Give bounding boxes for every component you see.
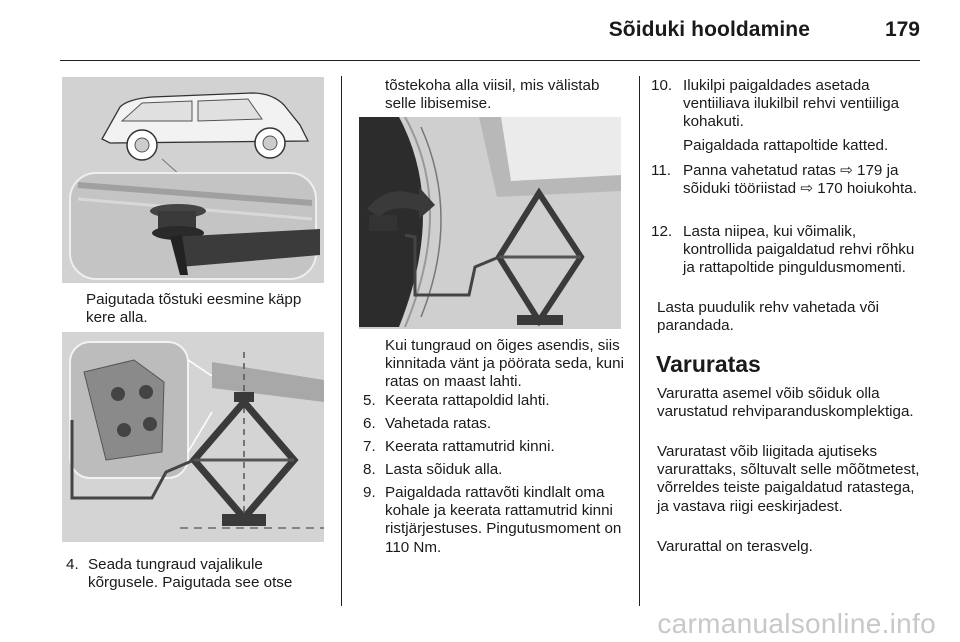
step-text: Ilukilpi paigaldades asetada ventiiliava ilukilbil rehvi ventiiliga kohakuti.: [683, 77, 900, 131]
watermark: carmanualsonline.info: [657, 608, 936, 639]
column-divider: [639, 76, 640, 606]
step-5: [363, 392, 633, 410]
step-8: [363, 461, 633, 479]
figure-caption: Kui tungraud on õiges asendis, siis kinnitada vänt ja pöörata seda, kuni ratas on maast lahti.: [385, 337, 624, 391]
header-rule: [60, 60, 920, 61]
car-lift-point-illustration: [62, 77, 324, 283]
step-9: [363, 484, 635, 557]
paragraph: Varuratta asemel võib sõiduk olla varustatud rehviparanduskomplektiga.: [657, 385, 914, 421]
step-text: Panna vahetatud ratas ⇨ 179 ja sõiduki tööriistad ⇨ 170 hoiukohta.: [683, 162, 917, 198]
step-10: [651, 77, 921, 155]
page-ref-arrow-icon: ⇨: [800, 180, 818, 198]
step-number: 12.: [651, 223, 673, 240]
step-number: 8.: [363, 461, 376, 478]
paragraph: Varurattal on terasvelg.: [657, 538, 813, 555]
step-6: [363, 415, 633, 433]
jack-crank-illustration: [359, 117, 621, 329]
paragraph: Varuratast võib liigitada ajutiseks varurattaks, sõltuvalt selle mõõtmetest, võrreldes teiste paigaldatud ratastega, ja vastava riigi eeskirjadest.: [657, 443, 920, 515]
figure-caption: Paigutada tõstuki eesmine käpp kere alla.: [86, 291, 302, 327]
paragraph-continuation: tõstekoha alla viisil, mis välistab selle libisemise.: [385, 77, 600, 113]
step-4: [66, 556, 334, 592]
step-number: 11.: [651, 162, 671, 179]
page-ref-link[interactable]: 179: [857, 162, 883, 179]
step-number: 4.: [66, 556, 79, 573]
step-text: Paigaldada rattapoltide katted.: [683, 136, 889, 154]
step-number: 10.: [651, 77, 673, 94]
step-text: Seada tungraud vajalikule kõrgusele. Paigutada see otse: [88, 556, 293, 592]
step-number: 6.: [363, 415, 376, 432]
step-number: 9.: [363, 484, 376, 501]
step-number: 5.: [363, 392, 376, 409]
step-text: Lasta niipea, kui võimalik, kontrollida paigaldatud rehvi rõhku ja rattapoltide pinguldusmomenti.: [683, 223, 915, 277]
column-divider: [341, 76, 342, 606]
page-number: 179: [884, 18, 920, 41]
jack-position-illustration: [62, 332, 324, 542]
section-heading: Varuratas: [656, 351, 761, 377]
step-text: Lasta sõiduk alla.: [385, 461, 503, 478]
step-number: 7.: [363, 438, 376, 455]
page-ref-arrow-icon: ⇨: [840, 162, 858, 179]
step-12: [651, 223, 921, 278]
step-text: Vahetada ratas.: [385, 415, 492, 432]
step-text: Keerata rattamutrid kinni.: [385, 438, 555, 455]
note-paragraph: Lasta puudulik rehv vahetada või parandada.: [657, 299, 880, 335]
step-text: Keerata rattapoldid lahti.: [385, 392, 550, 409]
page-ref-link[interactable]: 170: [817, 180, 843, 198]
step-text: Paigaldada rattavõti kindlalt oma kohale ja keerata rattamutrid kinni ristjärjestuses. Pingutusmoment on 110 Nm.: [385, 484, 622, 556]
step-11: [651, 162, 921, 198]
step-7: [363, 438, 633, 456]
page-title: Sõiduki hooldamine: [608, 18, 810, 41]
